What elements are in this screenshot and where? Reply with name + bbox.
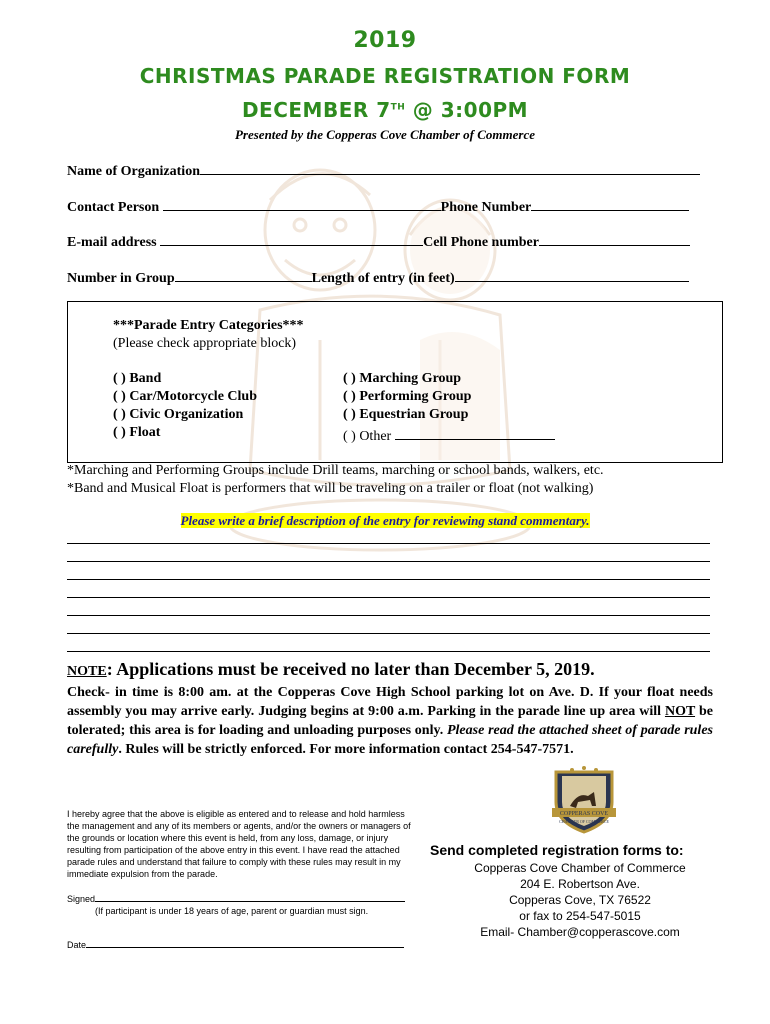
other-input-line[interactable] — [395, 425, 555, 440]
organization-field — [67, 160, 700, 180]
category-car-club[interactable]: ( ) Car/Motorcycle Club — [113, 389, 257, 404]
svg-text:COPPERAS COVE: COPPERAS COVE — [559, 811, 609, 817]
send-line-fax: or fax to 254-547-5015 — [519, 909, 641, 923]
date-field: Date — [67, 938, 404, 950]
svg-text:CHAMBER OF COMMERCE: CHAMBER OF COMMERCE — [559, 819, 609, 824]
phone-input-line[interactable] — [531, 196, 689, 211]
form-title: CHRISTMAS PARADE REGISTRATION FORM — [139, 64, 631, 88]
contact-input-line[interactable] — [163, 196, 441, 211]
description-line[interactable] — [67, 615, 710, 616]
signature-input-line[interactable] — [95, 892, 405, 902]
description-line[interactable] — [67, 561, 710, 562]
category-other[interactable]: ( ) Other — [343, 425, 555, 445]
guardian-note: (If participant is under 18 years of age, parent or guardian must sign. — [95, 906, 369, 916]
presenter-line: Presented by the Copperas Cove Chamber of Commerce — [234, 127, 536, 142]
description-line[interactable] — [67, 543, 710, 544]
length-input-line[interactable] — [455, 267, 689, 282]
instructions-paragraph: Check- in time is 8:00 am. at the Copperas Cove High School parking lot on Ave. D. If your float needs assembly you may arrive early. Judging begins at 9:00 a.m. Parking in the parade line up area will NOT be tolerated; this area is for loading and unloading purposes only. Please read the attached sheet of parade rules carefully. Rules will be strictly enforced. For more information contact 254-547-7571. — [67, 685, 714, 757]
parade-date: DECEMBER 7TH @ 3:00PM — [241, 98, 529, 122]
phone-label: Phone Number — [440, 200, 532, 215]
category-performing[interactable]: ( ) Performing Group — [343, 389, 472, 404]
release-agreement: I hereby agree that the above is eligible as entered and to release and hold harmless the management and any of its members or agents, and/or the owners or managers of the grounds or location where this event is held, from any loss, damage, or injury resulting from participation of the above entry in this event. I have read the attached parade rules and understand that failure to comply with these rules may result in my immediate expulsion from the parade. — [67, 809, 411, 879]
category-float[interactable]: ( ) Float — [113, 425, 161, 440]
category-band[interactable]: ( ) Band — [113, 371, 162, 386]
send-line-street: 204 E. Robertson Ave. — [520, 877, 640, 891]
category-marching[interactable]: ( ) Marching Group — [343, 371, 462, 386]
send-heading: Send completed registration forms to: — [430, 842, 684, 858]
contact-label: Contact Person — [67, 200, 160, 215]
description-line[interactable] — [67, 579, 710, 580]
chamber-logo-icon — [548, 762, 620, 834]
number-in-group-input-line[interactable] — [175, 267, 312, 282]
description-line[interactable] — [67, 633, 710, 634]
cell-input-line[interactable] — [539, 231, 690, 246]
contact-field — [67, 196, 689, 216]
description-line[interactable] — [67, 651, 710, 652]
description-prompt: Please write a brief description of the entry for reviewing stand commentary. — [180, 513, 590, 528]
organization-label: Name of Organization — [67, 164, 200, 179]
send-line-city: Copperas Cove, TX 76522 — [509, 893, 651, 907]
cell-label: Cell Phone number — [423, 235, 539, 250]
note-marching: *Marching and Performing Groups include Drill teams, marching or school bands, walkers, etc. — [67, 463, 604, 478]
category-civic[interactable]: ( ) Civic Organization — [113, 407, 244, 422]
email-field — [67, 231, 690, 251]
send-line-email: Email- Chamber@copperascove.com — [480, 925, 680, 939]
note-band: *Band and Musical Float is performers that will be traveling on a trailer or float (not walking) — [67, 481, 594, 496]
categories-heading: ***Parade Entry Categories*** — [113, 318, 304, 333]
date-input-line[interactable] — [86, 938, 404, 948]
deadline-note: NOTE: Applications must be received no later than December 5, 2019. — [67, 659, 595, 679]
send-line-org: Copperas Cove Chamber of Commerce — [474, 861, 686, 875]
form-year: 2019 — [353, 28, 417, 53]
description-line[interactable] — [67, 597, 710, 598]
length-label: Length of entry (in feet) — [311, 271, 455, 286]
group-field — [67, 267, 689, 287]
signature-field: Signed — [67, 892, 405, 904]
number-in-group-label: Number in Group — [67, 271, 175, 286]
email-input-line[interactable] — [160, 231, 423, 246]
category-equestrian[interactable]: ( ) Equestrian Group — [343, 407, 469, 422]
categories-instruction: (Please check appropriate block) — [113, 336, 297, 351]
organization-input-line[interactable] — [200, 160, 700, 175]
email-label: E-mail address — [67, 235, 157, 250]
